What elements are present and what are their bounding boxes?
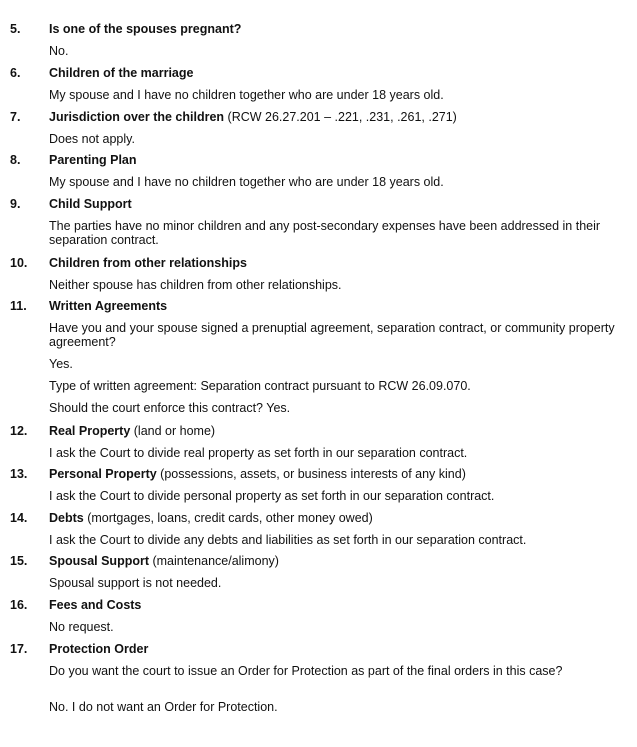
section-note: (land or home) bbox=[133, 424, 216, 438]
section-note: (mortgages, loans, credit cards, other money owed) bbox=[87, 511, 373, 525]
section-heading bbox=[49, 22, 241, 37]
section-number: 10. bbox=[10, 256, 28, 270]
section-heading bbox=[49, 511, 373, 526]
section-number: 13. bbox=[10, 467, 28, 481]
section-answer: Yes. bbox=[49, 357, 73, 371]
section-title: Jurisdiction over the children bbox=[49, 110, 225, 124]
section-title: Written Agreements bbox=[49, 299, 168, 313]
section-heading bbox=[49, 554, 279, 569]
section-number: 14. bbox=[10, 511, 28, 525]
section-title: Is one of the spouses pregnant? bbox=[49, 22, 242, 36]
enforce-contract: Should the court enforce this contract? Yes. bbox=[49, 401, 291, 415]
agreement-type: Type of written agreement: Separation contract pursuant to RCW 26.09.070. bbox=[49, 379, 471, 393]
section-number: 12. bbox=[10, 424, 28, 438]
section-heading bbox=[49, 598, 141, 613]
section-title: Children from other relationships bbox=[49, 256, 247, 270]
section-question: Have you and your spouse signed a prenuptial agreement, separation contract, or community property agreement? bbox=[49, 321, 615, 349]
section-title: Fees and Costs bbox=[49, 598, 142, 612]
section-text: I ask the Court to divide any debts and liabilities as set forth in our separation contract. bbox=[49, 533, 527, 547]
section-title: Children of the marriage bbox=[49, 66, 194, 80]
section-question: Do you want the court to issue an Order for Protection as part of the final orders in this case? bbox=[49, 664, 563, 678]
section-text: Neither spouse has children from other relationships. bbox=[49, 278, 342, 292]
section-heading bbox=[49, 110, 457, 125]
section-heading bbox=[49, 642, 148, 657]
section-note: (maintenance/alimony) bbox=[152, 554, 279, 568]
section-text: No. bbox=[49, 44, 69, 58]
section-text: My spouse and I have no children together who are under 18 years old. bbox=[49, 88, 444, 102]
section-number: 15. bbox=[10, 554, 28, 568]
section-heading bbox=[49, 153, 137, 168]
section-text: I ask the Court to divide real property as set forth in our separation contract. bbox=[49, 446, 468, 460]
section-text: Spousal support is not needed. bbox=[49, 576, 222, 590]
section-title: Parenting Plan bbox=[49, 153, 137, 167]
section-title: Spousal Support bbox=[49, 554, 149, 568]
section-heading bbox=[49, 197, 132, 212]
section-text: I ask the Court to divide personal property as set forth in our separation contract. bbox=[49, 489, 495, 503]
section-title: Child Support bbox=[49, 197, 132, 211]
section-number: 8. bbox=[10, 153, 21, 167]
section-heading bbox=[49, 256, 247, 271]
section-note: (possessions, assets, or business interests of any kind) bbox=[160, 467, 466, 481]
section-text: No request. bbox=[49, 620, 114, 634]
section-heading bbox=[49, 467, 466, 482]
section-number: 7. bbox=[10, 110, 21, 124]
section-number: 5. bbox=[10, 22, 21, 36]
section-heading bbox=[49, 299, 167, 314]
section-text: My spouse and I have no children together who are under 18 years old. bbox=[49, 175, 444, 189]
section-note: (RCW 26.27.201 – .221, .231, .261, .271) bbox=[227, 110, 457, 124]
section-heading bbox=[49, 66, 193, 81]
section-number: 9. bbox=[10, 197, 21, 211]
section-answer: No. I do not want an Order for Protection. bbox=[49, 700, 278, 714]
section-title: Real Property bbox=[49, 424, 131, 438]
section-number: 16. bbox=[10, 598, 28, 612]
section-heading bbox=[49, 424, 215, 439]
section-text: Does not apply. bbox=[49, 132, 135, 146]
section-number: 6. bbox=[10, 66, 21, 80]
section-title: Protection Order bbox=[49, 642, 149, 656]
section-title: Debts bbox=[49, 511, 84, 525]
section-number: 11. bbox=[10, 299, 27, 313]
section-text: The parties have no minor children and any post-secondary expenses have been addressed in their separation contract. bbox=[49, 219, 601, 247]
section-title: Personal Property bbox=[49, 467, 157, 481]
section-number: 17. bbox=[10, 642, 28, 656]
